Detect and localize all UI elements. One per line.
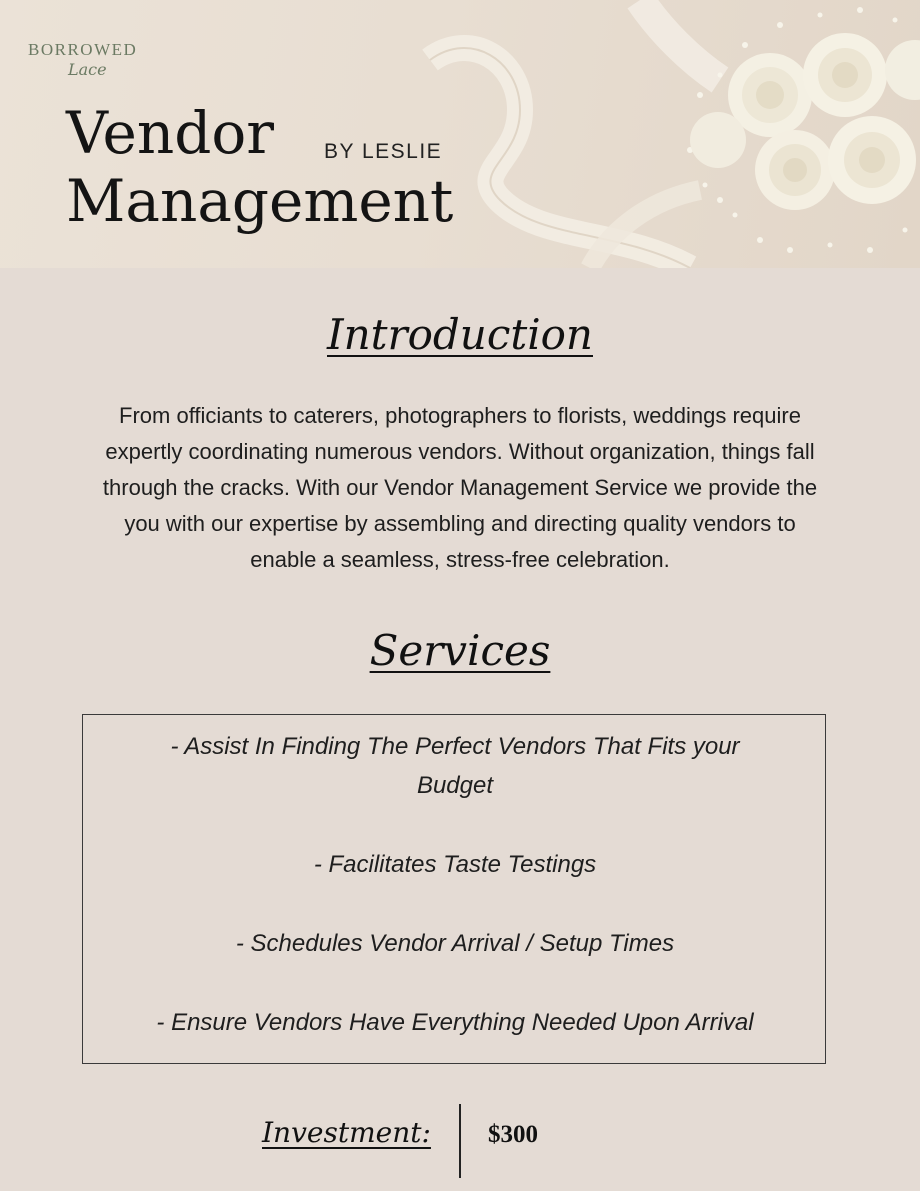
investment-price: $300 [488, 1121, 538, 1148]
service-item: - Ensure Vendors Have Everything Needed Upon Arrival [156, 1009, 754, 1036]
page-title-line2: Management [66, 167, 454, 235]
service-item [83, 727, 827, 805]
intro-line: you with our expertise by assembling and directing quality vendors to [124, 511, 796, 536]
investment-label: Investment: [262, 1116, 431, 1149]
intro-line: From officiants to caterers, photographers to florists, weddings require [119, 403, 801, 428]
intro-line: through the cracks. With our Vendor Management Service we provide the [102, 475, 818, 500]
services-heading: Services [369, 626, 551, 675]
brand-logo-script: Lace [68, 60, 107, 79]
introduction-paragraph [40, 398, 880, 578]
services-list-box [82, 714, 826, 1064]
service-item: - Schedules Vendor Arrival / Setup Times [235, 930, 675, 957]
page-title-line1: Vendor [66, 99, 275, 167]
brand-logo-text: BORROWED [28, 40, 138, 59]
service-item: - Facilitates Taste Testings [313, 851, 597, 878]
header-banner [0, 0, 920, 268]
intro-line: enable a seamless, stress-free celebration. [250, 547, 670, 572]
introduction-heading: Introduction [327, 310, 593, 359]
byline: BY LESLIE [324, 140, 443, 163]
service-item-line: - Assist In Finding The Perfect Vendors That Fits your [170, 733, 740, 760]
service-item-line: Budget [416, 772, 494, 799]
intro-line: expertly coordinating numerous vendors. Without organization, things fall [105, 439, 815, 464]
investment-divider [459, 1104, 461, 1178]
